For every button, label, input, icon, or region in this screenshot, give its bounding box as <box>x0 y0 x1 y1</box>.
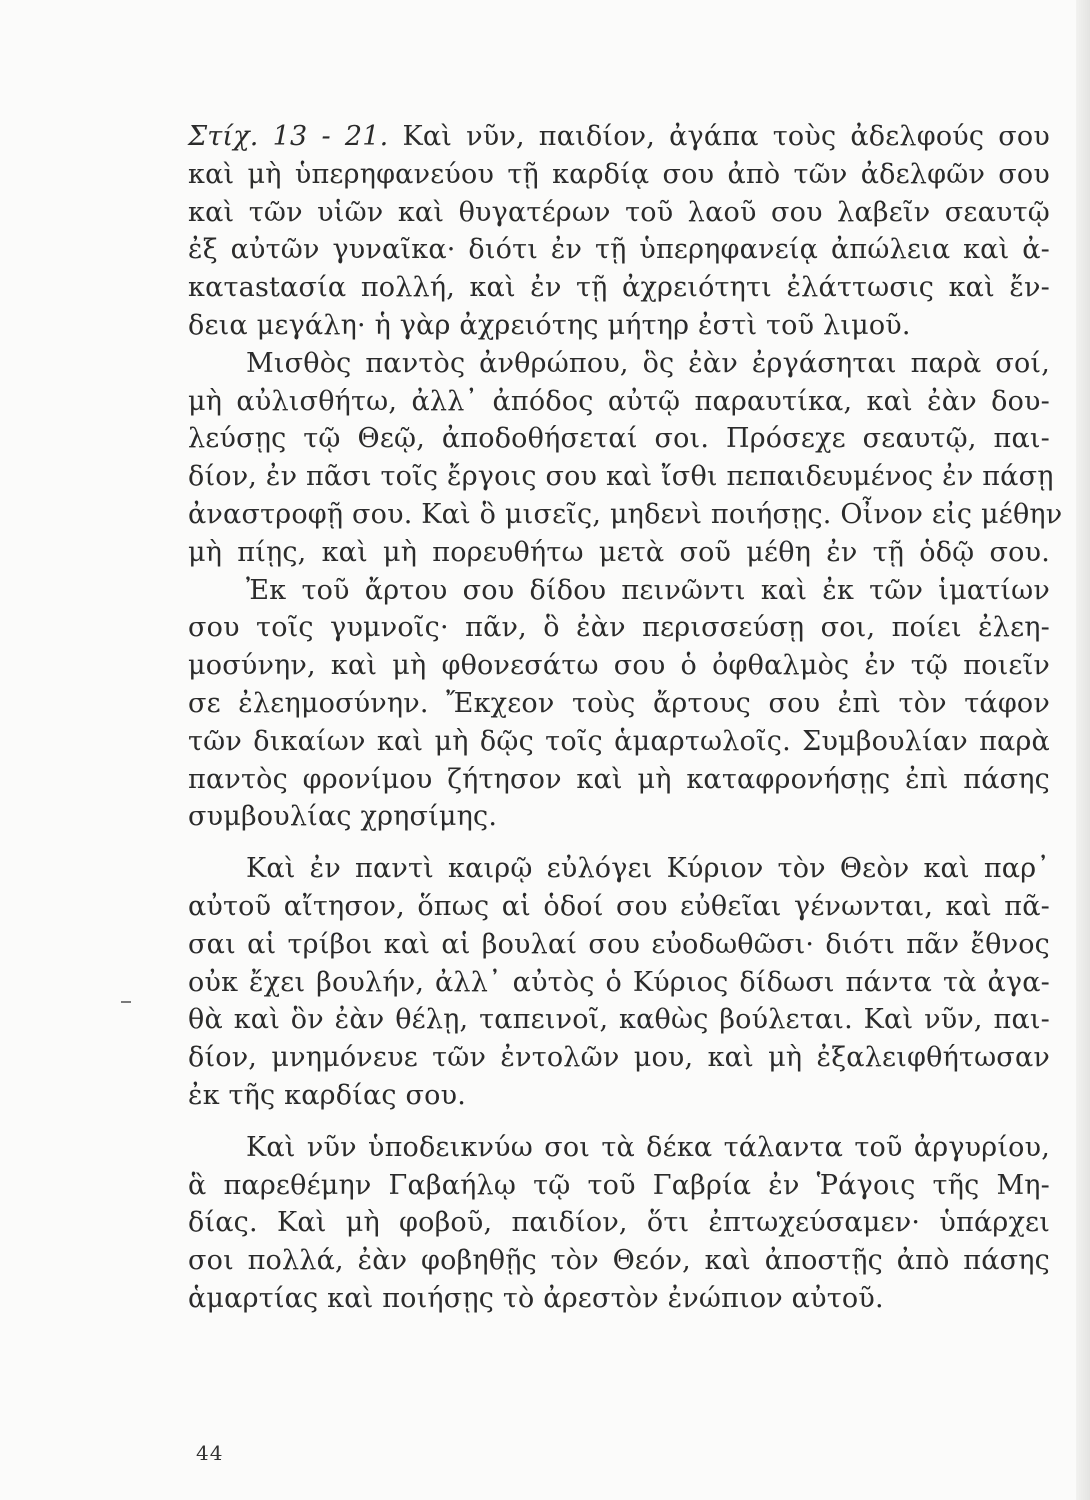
text-line: δίας. Καὶ μὴ φοβοῦ, παιδίον, ὅτι ἐπτωχεύσαμεν· ὑπάρχει <box>188 1207 1050 1239</box>
text-line: ἁμαρτίας καὶ ποιήσῃς τὸ ἀρεστὸν ἐνώπιον αὐτοῦ. <box>188 1282 884 1314</box>
text-line: Μισθὸς παντὸς ἀνθρώπου, ὃς ἐὰν ἐργάσηται παρὰ σοί, <box>246 347 1050 379</box>
text-line: λεύσῃς τῷ Θεῷ, ἀποδοθήσεταί σοι. Πρόσεχε σεαυτῷ, παι- <box>188 423 1050 455</box>
margin-mark <box>121 1001 131 1003</box>
text-line: μὴ αὐλισθήτω, ἀλλ᾽ ἀπόδος αὐτῷ παραυτίκα, καὶ ἐὰν δου- <box>188 385 1050 417</box>
text-line: σοι πολλά, ἐὰν φοβηθῇς τὸν Θεόν, καὶ ἀποστῇς ἀπὸ πάσης <box>188 1245 1050 1277</box>
page-number: 44 <box>196 1441 224 1465</box>
text-line: μοσύνην, καὶ μὴ φθονεσάτω σου ὁ ὀφθαλμὸς ἐν τῷ ποιεῖν <box>188 650 1050 682</box>
text-line: δίον, μνημόνευε τῶν ἐντολῶν μου, καὶ μὴ ἐξαλειφθήτωσαν <box>188 1042 1050 1074</box>
text-line: ἐκ τῆς καρδίας σου. <box>188 1079 467 1111</box>
text-line: οὐκ ἔχει βουλήν, ἀλλ᾽ αὐτὸς ὁ Κύριος δίδωσι πάντα τὰ ἀγα- <box>188 966 1050 998</box>
text-line: καὶ τῶν υἱῶν καὶ θυγατέρων τοῦ λαοῦ σου λαβεῖν σεαυτῷ <box>188 196 1050 228</box>
text-line: Καὶ νῦν ὑποδεικνύω σοι τὰ δέκα τάλαντα τοῦ ἀργυρίου, <box>246 1131 1050 1163</box>
text-span: Καὶ νῦν, παιδίον, ἀγάπα τοὺς ἀδελφούς σου <box>402 121 1050 152</box>
paragraph-gap <box>188 836 1050 850</box>
text-line: σαι αἱ τρίβοι καὶ αἱ βουλαί σου εὐοδωθῶσι· διότι πᾶν ἔθνος <box>188 928 1050 960</box>
text-line: τῶν δικαίων καὶ μὴ δῷς τοῖς ἁμαρτωλοῖς. Συμβουλίαν παρὰ <box>188 725 1050 757</box>
text-line: Ἐκ τοῦ ἄρτου σου δίδου πεινῶντι καὶ ἐκ τῶν ἱματίων <box>246 574 1050 606</box>
text-line: αὐτοῦ αἴτησον, ὅπως αἱ ὁδοί σου εὐθεῖαι γένωνται, καὶ πᾶ- <box>188 890 1050 922</box>
text-line <box>188 118 1050 156</box>
text-line: ἐξ αὐτῶν γυναῖκα· διότι ἐν τῇ ὑπερηφανείᾳ ἀπώλεια καὶ ἀ- <box>188 234 1050 266</box>
text-line: σου τοῖς γυμνοῖς· πᾶν, ὃ ἐὰν περισσεύσῃ σοι, ποίει ἐλεη- <box>188 612 1050 644</box>
text-line: Καὶ ἐν παντὶ καιρῷ εὐλόγει Κύριον τὸν Θεὸν καὶ παρ᾽ <box>246 853 1050 885</box>
text-line: δίον, ἐν πᾶσι τοῖς ἔργοις σου καὶ ἴσθι πεπαιδευμένος ἐν πάσῃ <box>188 461 1054 493</box>
text-line: μὴ πίῃς, καὶ μὴ πορευθήτω μετὰ σοῦ μέθη ἐν τῇ ὁδῷ σου. <box>188 536 1050 568</box>
text-block <box>188 118 1063 1318</box>
scan-edge <box>1076 0 1090 1500</box>
text-line: συμβουλίας χρησίμης. <box>188 801 498 833</box>
text-line: παντὸς φρονίμου ζήτησον καὶ μὴ καταφρονήσῃς ἐπὶ πάσης <box>188 763 1050 795</box>
text-line: σε ἐλεημοσύνην. Ἔκχεον τοὺς ἄρτους σου ἐπὶ τὸν τάφον <box>188 687 1050 719</box>
verse-reference: Στίχ. 13 - 21. <box>188 121 389 152</box>
text-line: κατastασία πολλή, καὶ ἐν τῇ ἀχρειότητι ἐλάττωσις καὶ ἔν- <box>188 272 1050 304</box>
text-line: θὰ καὶ ὃν ἐὰν θέλῃ, ταπεινοῖ, καθὼς βούλεται. Καὶ νῦν, παι- <box>188 1004 1050 1036</box>
paragraph-gap <box>188 1115 1050 1129</box>
text-line: δεια μεγάλη· ἡ γὰρ ἀχρειότης μήτηρ ἐστὶ τοῦ λιμοῦ. <box>188 309 911 341</box>
text-line: ἃ παρεθέμην Γαβαήλῳ τῷ τοῦ Γαβρία ἐν Ῥάγοις τῆς Μη- <box>188 1169 1050 1201</box>
text-line: καὶ μὴ ὑπερηφανεύου τῇ καρδίᾳ σου ἀπὸ τῶν ἀδελφῶν σου <box>188 158 1050 190</box>
text-line: ἀναστροφῇ σου. Καὶ ὃ μισεῖς, μηδενὶ ποιήσῃς. Οἶνον εἰς μέθην <box>188 498 1063 530</box>
